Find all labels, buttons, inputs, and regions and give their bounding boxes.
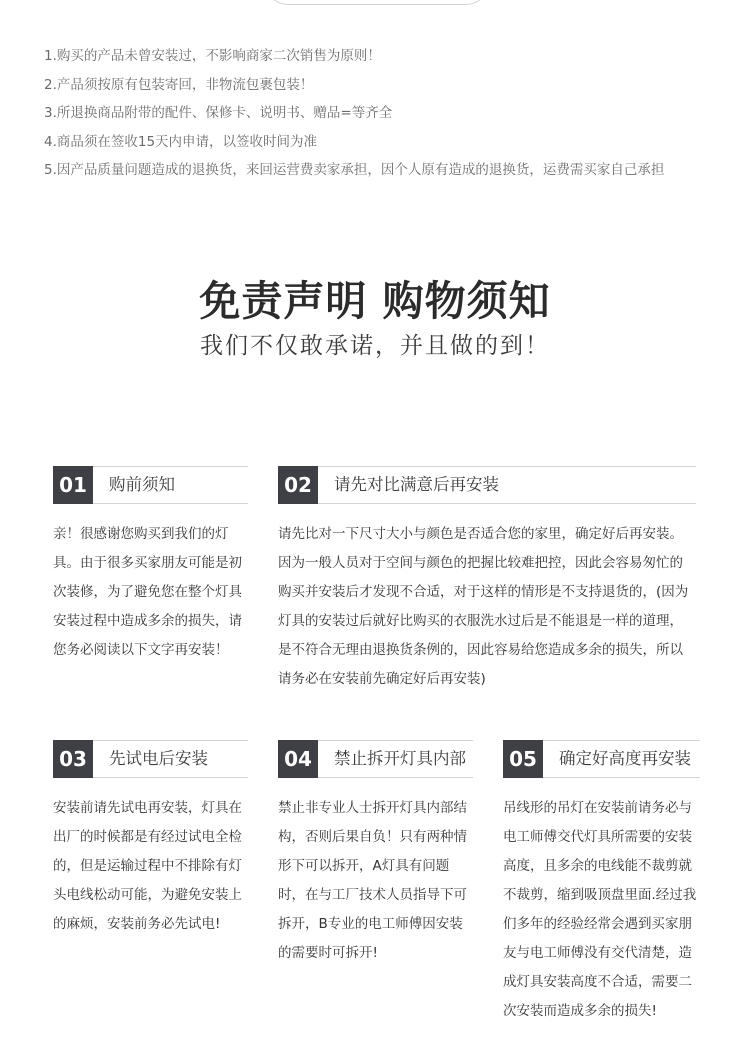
card-body: 亲！很感谢您购买到我们的灯具。由于很多买家朋友可能是初次装修，为了避免您在整个灯具安装过程中造成多余的损失，请您务必阅读以下文字再安装！	[53, 526, 242, 658]
notice-card-03	[53, 740, 248, 939]
card-title: 购前须知	[109, 475, 175, 494]
rule-item: 2.产品须按原有包装寄回，非物流包裹包装！	[44, 76, 314, 93]
rule-item: 1.购买的产品未曾安装过，不影响商家二次销售为原则！	[44, 48, 381, 64]
rule-item: 5.因产品质量问题造成的退换货，来回运营费卖家承担，因个人原有造成的退换货，运费需买家自己承担	[44, 162, 665, 178]
card-number: 03	[53, 740, 93, 778]
rule-item: 3.所退换商品附带的配件、保修卡、说明书、赠品=等齐全	[44, 105, 393, 121]
card-header	[53, 466, 248, 506]
card-header	[278, 740, 473, 780]
card-title: 请先对比满意后再安装	[334, 475, 499, 494]
card-number: 05	[503, 740, 543, 778]
card-body: 安装前请先试电再安装，灯具在出厂的时候都是有经过试电全检的，但是运输过程中不排除有灯头电线松动可能，为避免安装上的麻烦，安装前务必先试电!	[53, 800, 242, 932]
top-decorative-curve	[262, 0, 492, 5]
page-title: 免责声明 购物须知	[199, 277, 551, 325]
card-body: 请先比对一下尺寸大小与颜色是否适合您的家里，确定好后再安装。因为一般人员对于空间与颜色的把握比较难把控，因此会容易匆忙的购买并安装后才发现不合适，对于这样的情形是不支持退货的，(因为灯具的安装过后就好比购买的衣服洗水过后是不能退是一样的道理，是不符合无理由退换货条例的，因此容易给您造成多余的损失，所以请务必在安装前先确定好后再安装)	[278, 526, 689, 687]
card-body: 吊线形的吊灯在安装前请务必与电工师傅交代灯具所需要的安装高度，且多余的电线能不裁剪就不裁剪，缩到吸顶盘里面.经过我们多年的经验经常会遇到买家朋友与电工师傅没有交代清楚，造成灯具安装高度不合适，需要二次安装而造成多余的损失!	[503, 800, 697, 1019]
card-body: 禁止非专业人士拆开灯具内部结构，否则后果自负！只有两种情形下可以拆开，A灯具有问题时，在与工厂技术人员指导下可拆开，B专业的电工师傅因安装的需要时可拆开!	[278, 800, 467, 961]
notice-card-01	[53, 466, 248, 665]
card-header	[503, 740, 700, 780]
notice-card-04	[278, 740, 473, 968]
return-rules-list	[44, 42, 744, 185]
card-number: 01	[53, 466, 93, 504]
card-header	[278, 466, 696, 506]
card-number: 02	[278, 466, 318, 504]
card-title: 禁止拆开灯具内部	[334, 749, 466, 768]
notice-card-02	[278, 466, 696, 694]
page-subtitle: 我们不仅敢承诺，并且做的到！	[200, 333, 550, 359]
card-title: 确定好高度再安装	[559, 749, 691, 768]
notice-card-05	[503, 740, 700, 1026]
card-number: 04	[278, 740, 318, 778]
card-header	[53, 740, 248, 780]
rule-item: 4.商品须在签收15天内申请，以签收时间为准	[44, 133, 318, 150]
card-title: 先试电后安装	[109, 749, 208, 768]
